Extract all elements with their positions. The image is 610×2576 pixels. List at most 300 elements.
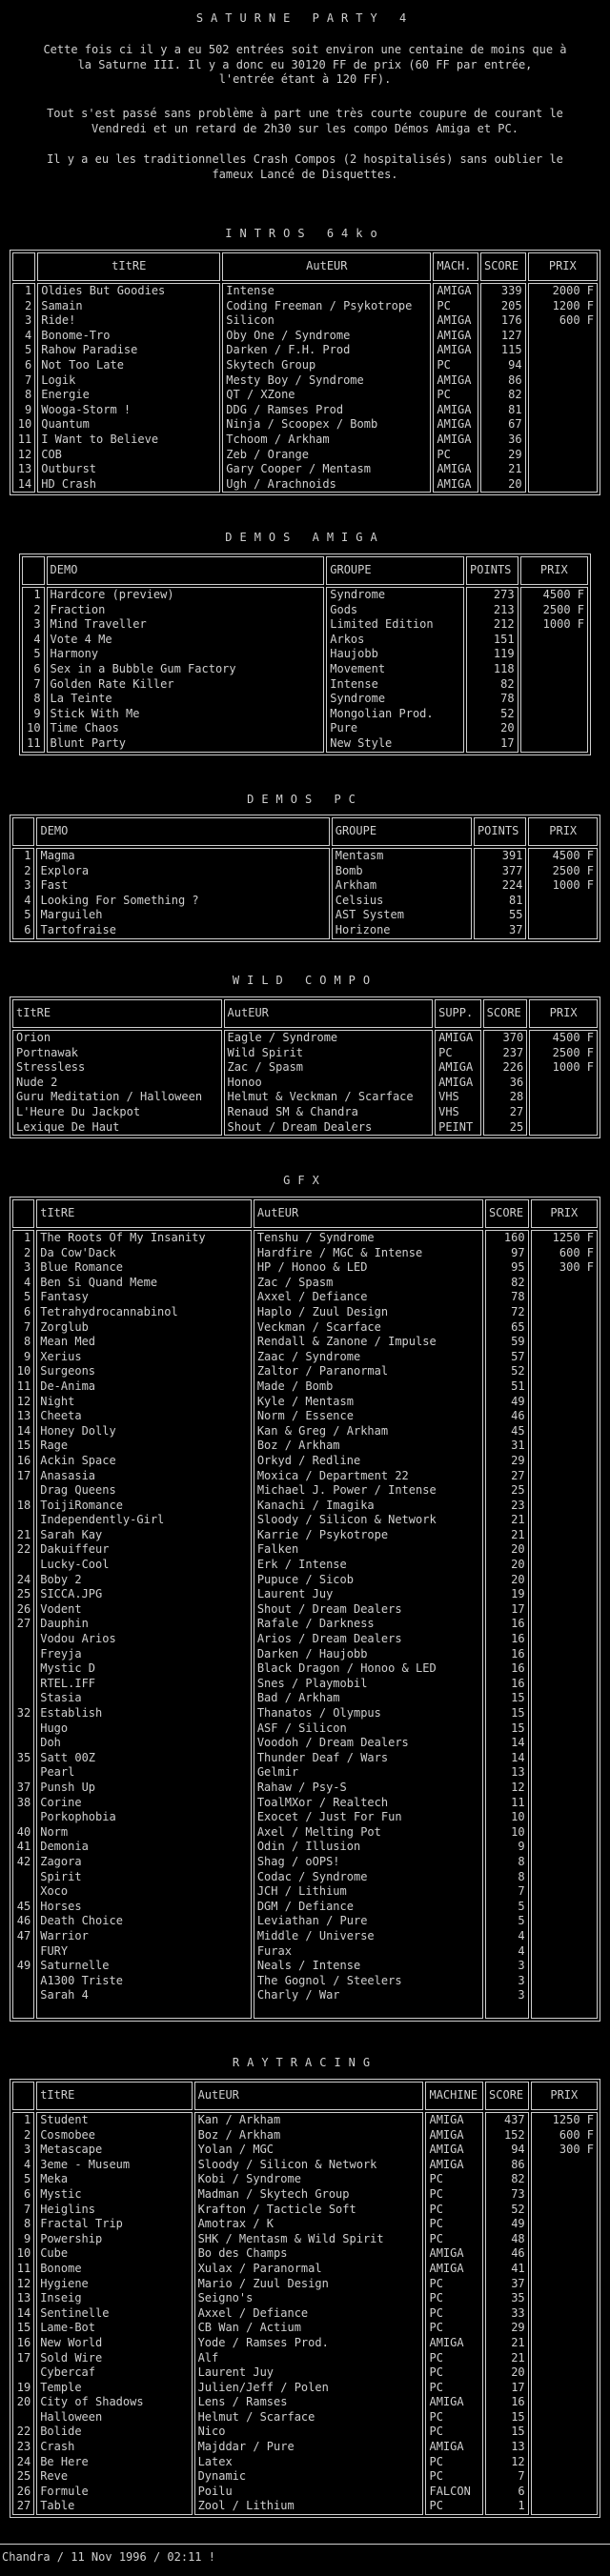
cell: 6	[33, 661, 41, 675]
cell: 1	[23, 2113, 31, 2126]
cell: Eagle / Syndrome	[227, 1031, 338, 1044]
cell: Thanatos / Olympus	[256, 1706, 381, 1720]
cell: Voodoh / Dream Dealers	[256, 1736, 409, 1750]
cell: 9	[23, 2231, 31, 2245]
cell: PC	[429, 2217, 443, 2231]
cell	[535, 2469, 594, 2485]
cell: 14	[17, 476, 32, 491]
cell: 16	[511, 1632, 525, 1646]
cell: Metascape	[40, 2143, 103, 2157]
cell: 52	[511, 1364, 525, 1379]
cell: Zeb / Orange	[226, 447, 309, 461]
cell: 600 F	[559, 1245, 594, 1259]
col-points-header: POINTS	[474, 817, 526, 846]
cell: Freyja	[40, 1646, 82, 1660]
prize-column	[528, 848, 598, 939]
cell	[16, 2410, 30, 2425]
cell: DGM / Defiance	[256, 1899, 354, 1913]
cell: Bonome	[40, 2261, 82, 2275]
cell	[533, 1105, 594, 1120]
cell	[535, 1661, 594, 1677]
cell: 20	[500, 721, 515, 735]
footer-signature: Chandra / 11 Nov 1996 / 02:11 !	[0, 2544, 610, 2566]
cell: 15	[511, 1706, 525, 1720]
score-column	[485, 2112, 529, 2515]
cell	[535, 1483, 594, 1499]
demos-pc-table	[10, 815, 600, 942]
cell: Alf	[197, 2350, 219, 2365]
gfx-table	[10, 1197, 600, 2022]
cell: 82	[508, 388, 522, 402]
cell: 17	[16, 1468, 31, 1482]
cell: SHK / Mentasm & Wild Spirit	[197, 2231, 384, 2245]
cell: Explora	[40, 863, 90, 877]
cell: 12	[17, 447, 32, 461]
cell: Samain	[41, 298, 83, 312]
cell: 20	[16, 2395, 31, 2409]
title-column	[12, 1030, 222, 1136]
cell: PC	[437, 447, 451, 461]
cell: 2	[24, 298, 32, 312]
cell: Drag Queens	[40, 1483, 116, 1498]
cell: 3	[33, 617, 41, 632]
cell: Zool / Lithium	[197, 2499, 295, 2513]
cell: 52	[511, 2202, 525, 2216]
cell: Julien/Jeff / Polen	[197, 2380, 329, 2394]
cell: 25	[511, 1483, 525, 1498]
cell	[532, 373, 594, 389]
cell: 20	[511, 1558, 525, 1572]
cell: Shout / Dream Dealers	[256, 1601, 402, 1616]
cell: Intense	[226, 284, 274, 297]
cell: 300 F	[559, 1260, 594, 1275]
cell: 48	[511, 2231, 525, 2245]
cell: Pupuce / Sicob	[256, 1572, 354, 1586]
cell	[16, 1870, 30, 1885]
cell: 2	[23, 2127, 31, 2142]
raytracing-body	[12, 2112, 598, 2515]
col-demo-header: DEMO	[36, 817, 329, 846]
intro-paragraph-entries: Cette fois ci il y a eu 502 entrées soit environ une centaine de moins que à la Saturne III. Il y a donc eu 30120 FF de prix (60 FF par entrée, l'entrée étant à 120 FF).	[43, 43, 567, 87]
cell: Lexique De Haut	[16, 1119, 120, 1134]
cell: 73	[511, 2186, 525, 2201]
cell: Snes / Playmobil	[256, 1676, 368, 1690]
cell: 97	[511, 1245, 525, 1259]
cell: 19	[511, 1587, 525, 1601]
cell: Odin / Illusion	[256, 1840, 361, 1854]
cell	[535, 1677, 594, 1692]
cell: 370	[502, 1031, 524, 1044]
cell: Made / Bomb	[256, 1379, 334, 1393]
cell: 1	[24, 284, 32, 297]
cell: 3	[518, 1959, 525, 1973]
cell: Xulax / Paranormal	[197, 2261, 322, 2275]
cell: Skytech Group	[226, 357, 316, 372]
cell: 4	[518, 1928, 525, 1942]
cell	[524, 677, 584, 693]
cell	[524, 633, 584, 648]
cell: L'Heure Du Jackpot	[16, 1104, 141, 1118]
cell: Fantasy	[40, 1290, 89, 1304]
cell: 20	[511, 1572, 525, 1586]
cell: Mario / Zuul Design	[197, 2276, 329, 2290]
cell: 4500 F	[552, 1031, 594, 1044]
cell: 59	[511, 1335, 525, 1349]
rank-column	[12, 2112, 34, 2515]
cell: Laurent Juy	[256, 1587, 334, 1601]
cell: Student	[40, 2113, 89, 2126]
title-column	[37, 283, 220, 493]
cell: 20	[508, 476, 522, 491]
cell: 26	[16, 2484, 31, 2498]
cell: 11	[16, 1379, 31, 1393]
cell: 21	[508, 462, 522, 476]
cell	[535, 1751, 594, 1766]
cell: Formule	[40, 2484, 89, 2498]
cell: Bomb	[335, 863, 363, 877]
cell: Cosmobee	[40, 2127, 95, 2142]
cell: Zac / Spasm	[256, 1275, 334, 1289]
title-column	[36, 1230, 252, 2019]
cell	[535, 1499, 594, 1514]
cell: 33	[511, 2305, 525, 2320]
cell: 213	[493, 602, 515, 616]
cell: DDG / Ramses Prod	[226, 402, 344, 416]
cell: PC	[437, 298, 451, 312]
cell: 6	[24, 357, 32, 372]
cell: 2500 F	[552, 1045, 594, 1059]
cell: Neals / Intense	[256, 1959, 361, 1973]
cell	[535, 2381, 594, 2396]
cell: 24	[16, 2454, 31, 2468]
cell: 115	[500, 343, 522, 357]
cell	[535, 1602, 594, 1618]
cell: 3	[24, 878, 31, 893]
cell: 16	[511, 1617, 525, 1631]
cell: 2000 F	[552, 284, 594, 297]
cell: AST System	[335, 908, 404, 922]
cell: 40	[16, 1824, 31, 1839]
cell: 45	[511, 1423, 525, 1438]
cell: 57	[511, 1349, 525, 1363]
cell: Not Too Late	[41, 357, 124, 372]
cell	[535, 1914, 594, 1929]
cell: 4	[518, 1943, 525, 1958]
cell: PC	[429, 2291, 443, 2305]
cell: Anasasia	[40, 1468, 96, 1482]
cell: AMIGA	[437, 343, 472, 357]
col-prize-header: PRIX	[529, 999, 598, 1028]
cell: ToalMXor / Realtech	[256, 1795, 389, 1809]
cell: Honey Dolly	[40, 1423, 116, 1438]
cell: Cheeta	[40, 1409, 82, 1423]
cell: 23	[16, 2440, 31, 2454]
cell: Syndrome	[330, 588, 386, 601]
cell: 27	[16, 1617, 31, 1631]
cell: Lame-Bot	[40, 2321, 95, 2335]
col-score-header: SCORE	[485, 2082, 529, 2110]
cell: 35	[16, 1750, 31, 1764]
cell: 1000 F	[542, 617, 584, 632]
cell	[535, 1617, 594, 1632]
cell: 9	[518, 1840, 525, 1854]
cell: 49	[511, 2217, 525, 2231]
cell: Axel / Melting Pot	[256, 1824, 381, 1839]
cell: Hygiene	[40, 2276, 89, 2290]
cell: Be Here	[40, 2454, 89, 2468]
cell	[535, 2455, 594, 2470]
cell: VHS	[438, 1104, 459, 1118]
cell: 7	[518, 1884, 525, 1899]
demos-pc-body	[12, 848, 598, 939]
cell: Heiglins	[40, 2202, 95, 2216]
cell: Da Cow'Dack	[40, 1245, 116, 1259]
cell: 14	[16, 2305, 31, 2320]
cell	[535, 2262, 594, 2277]
cell: 15	[16, 2321, 31, 2335]
cell: 10	[16, 2246, 31, 2261]
cell: 14	[16, 1423, 31, 1438]
cell: 11	[16, 2261, 31, 2275]
cell: 9	[24, 1349, 31, 1363]
cell: Vote 4 Me	[50, 632, 112, 646]
cell: Ugh / Arachnoids	[226, 476, 336, 491]
cell: ASF / Silicon	[256, 1721, 347, 1735]
cell: 4500 F	[552, 849, 594, 862]
demos-amiga-table	[19, 553, 591, 755]
cell: 21	[16, 1527, 31, 1541]
cell: 12	[16, 2276, 31, 2290]
cell: HP / Honoo & LED	[256, 1260, 368, 1275]
cell: 3	[518, 1988, 525, 2002]
cell: Orkyd / Redline	[256, 1453, 361, 1467]
cell: Temple	[40, 2380, 82, 2394]
cell: 127	[500, 328, 522, 342]
cell: Tetrahydrocannabinol	[40, 1304, 178, 1318]
cell: Table	[40, 2499, 75, 2513]
cell: Surgeons	[40, 1364, 96, 1379]
cell: PC	[429, 2409, 443, 2424]
cell	[16, 1691, 30, 1706]
cell: Stick With Me	[50, 706, 140, 720]
cell	[532, 329, 594, 344]
cell: Boby 2	[40, 1572, 82, 1586]
cell: Dynamic	[197, 2469, 247, 2484]
cell: Mystic	[40, 2186, 82, 2201]
cell: Ninja / Scoopex / Bomb	[226, 417, 378, 432]
cell: 15	[16, 1439, 31, 1453]
cell: PC	[429, 2380, 443, 2394]
col-support-header: SUPP.	[435, 999, 481, 1028]
cell: AMIGA	[429, 2127, 464, 2142]
cell: FALCON	[429, 2484, 471, 2498]
col-author-header: AutEUR	[224, 999, 434, 1028]
cell: Hardcore (preview)	[50, 588, 174, 601]
cell: 1	[24, 849, 31, 862]
cell: 36	[508, 432, 522, 446]
cell: 13	[16, 2291, 31, 2305]
intros-body	[12, 283, 598, 493]
cell	[16, 1513, 30, 1528]
cell: 82	[511, 1275, 525, 1289]
cell: Guru Meditation / Halloween	[16, 1090, 203, 1104]
machine-column	[425, 2112, 483, 2515]
cell: Fractal Trip	[40, 2217, 123, 2231]
cell: 41	[511, 2261, 525, 2275]
cell: 5	[518, 1914, 525, 1928]
cell: 2500 F	[542, 602, 584, 616]
cell: Punsh Up	[40, 1780, 96, 1794]
cell	[16, 2003, 30, 2019]
cell	[535, 1513, 594, 1528]
cell: 37	[508, 922, 523, 936]
cell: Blue Romance	[40, 1260, 123, 1275]
cell: 6	[518, 2484, 525, 2498]
wild-compo-heading: WILD COMPO	[232, 974, 378, 987]
cell	[535, 1870, 594, 1885]
cell	[532, 388, 594, 403]
cell: 81	[508, 893, 523, 907]
cell	[16, 1988, 30, 2003]
cell	[535, 2277, 594, 2292]
cell	[16, 1677, 30, 1692]
cell: Blunt Party	[50, 735, 127, 750]
cell: 16	[511, 1661, 525, 1676]
cell: 49	[16, 1959, 31, 1973]
cell	[535, 2365, 594, 2381]
cell	[524, 662, 584, 677]
cell: FURY	[40, 1943, 69, 1958]
cell: COB	[41, 447, 62, 461]
cell: 25	[16, 2469, 31, 2484]
cell	[535, 1409, 594, 1424]
cell: 6	[24, 922, 31, 936]
cell: 26	[16, 1601, 31, 1616]
cell: 118	[493, 661, 515, 675]
cell: 16	[16, 2335, 31, 2349]
cell: 35	[511, 2291, 525, 2305]
cell: 9	[24, 402, 32, 416]
cell: Sex in a Bubble Gum Factory	[50, 661, 236, 675]
cell: New Style	[330, 735, 393, 750]
cell	[16, 1765, 30, 1781]
cell: 52	[500, 706, 515, 720]
cell	[524, 692, 584, 707]
cell: 42	[16, 1854, 31, 1868]
cell: Night	[40, 1394, 75, 1408]
cell	[16, 2365, 30, 2381]
cell: Celsius	[335, 893, 384, 907]
cell: 4	[24, 893, 31, 907]
gfx-body	[12, 1230, 598, 2019]
cell: Veckman / Scarface	[256, 1319, 381, 1334]
cell: 78	[511, 1290, 525, 1304]
cell: 3	[24, 313, 32, 328]
cell	[532, 448, 594, 463]
cell	[532, 477, 594, 493]
cell: 8	[23, 2217, 31, 2231]
cell	[535, 2336, 594, 2351]
cell: Orion	[16, 1031, 51, 1044]
cell: Syndrome	[330, 692, 386, 706]
cell: 1250 F	[552, 1231, 594, 1244]
cell: Hugo	[40, 1721, 69, 1735]
cell: PC	[429, 2454, 443, 2468]
cell: 37	[511, 2276, 525, 2290]
cell: Kobi / Syndrome	[197, 2172, 301, 2186]
cell: PC	[429, 2202, 443, 2216]
cell: Rahaw / Psy-S	[256, 1780, 347, 1794]
cell: 5	[23, 2172, 31, 2186]
cell	[535, 1395, 594, 1410]
col-demo-header: DEMO	[47, 556, 325, 585]
demos-pc-heading: DEMOS PC	[247, 793, 363, 806]
cell: Darken / F.H. Prod	[226, 343, 351, 357]
cell: 17	[16, 2350, 31, 2365]
cell: 8	[33, 692, 41, 706]
cell: Shout / Dream Dealers	[227, 1119, 373, 1134]
cell: Dauphin	[40, 1617, 89, 1631]
cell: Mongolian Prod.	[330, 706, 434, 720]
cell: A1300 Triste	[40, 1973, 123, 1987]
cell: AMIGA	[429, 2246, 464, 2261]
cell: AMIGA	[437, 432, 472, 446]
cell: 237	[502, 1045, 524, 1059]
cell: 3eme - Museum	[40, 2157, 131, 2171]
cell: Kyle / Mentasm	[256, 1394, 354, 1408]
cell	[532, 343, 594, 358]
cell: Coding Freeman / Psykotrope	[226, 298, 413, 312]
cell: Zorglub	[40, 1319, 89, 1334]
points-column	[474, 848, 526, 939]
cell: Axxel / Defiance	[197, 2305, 309, 2320]
title-column	[47, 587, 325, 753]
cell: PC	[437, 357, 451, 372]
cell: 224	[501, 878, 523, 893]
cell: 5	[24, 1290, 31, 1304]
cell: Tenshu / Syndrome	[256, 1231, 375, 1244]
prize-column	[520, 587, 588, 753]
cell	[535, 1884, 594, 1900]
cell: Kanachi / Imagika	[256, 1498, 375, 1512]
cell: 6	[23, 2186, 31, 2201]
cell: Golden Rate Killer	[50, 676, 174, 691]
cell: Pearl	[40, 1765, 75, 1780]
cell: Mentasm	[335, 849, 384, 862]
cell	[535, 1320, 594, 1336]
cell: Tartofraise	[40, 922, 116, 936]
cell: 1	[518, 2499, 525, 2513]
cell: 300 F	[559, 2143, 594, 2157]
cell: Arios / Dream Dealers	[256, 1632, 402, 1646]
author-column	[254, 1230, 483, 2019]
cell	[535, 2172, 594, 2187]
cell: 17	[500, 735, 515, 750]
cell: Mystic D	[40, 1661, 96, 1676]
cell: PC	[429, 2425, 443, 2439]
cell	[535, 2395, 594, 2410]
cell: Amotrax / K	[197, 2217, 274, 2231]
cell: 273	[493, 588, 515, 601]
cell: 16	[511, 1676, 525, 1690]
cell	[535, 2499, 594, 2514]
cell: PC	[437, 388, 451, 402]
cell: Magma	[40, 849, 75, 862]
cell: Rahow Paradise	[41, 343, 138, 357]
cell: Thunder Deaf / Wars	[256, 1750, 389, 1764]
cell: Kan & Greg / Arkham	[256, 1423, 389, 1438]
cell	[535, 2485, 594, 2500]
